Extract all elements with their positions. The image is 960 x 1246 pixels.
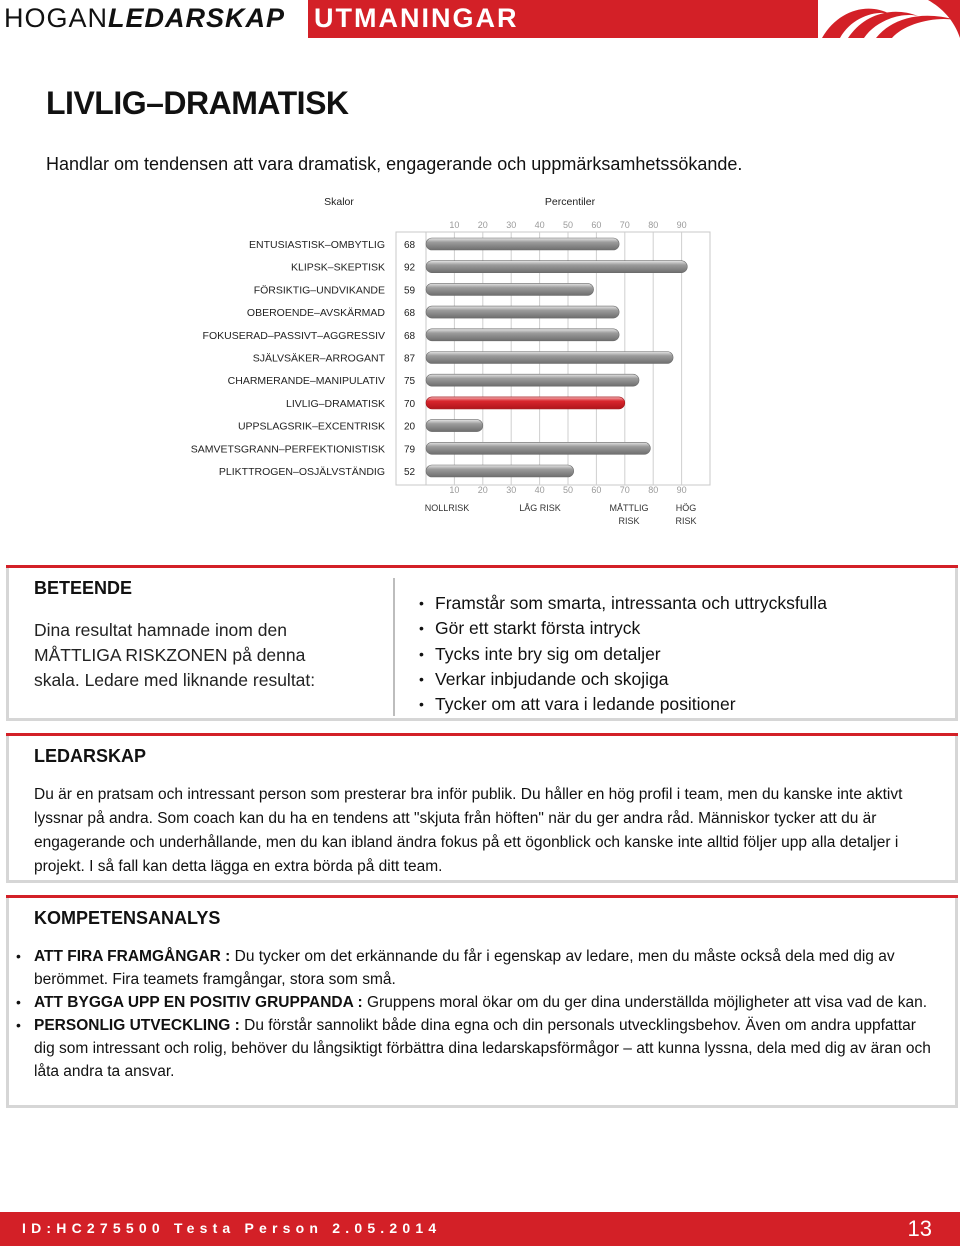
item-text: Du tycker om det erkännande du får i egenskap av ledare, men du måste också dela med dig av berömmet. Fira teamets framgångar, stora som små. xyxy=(34,948,895,988)
score-label: 68 xyxy=(404,330,416,342)
score-label: 20 xyxy=(404,421,416,433)
tick-label-top: 30 xyxy=(506,220,517,230)
item-label: ATT FIRA FRAMGÅNGAR : xyxy=(34,948,231,965)
bar xyxy=(426,238,619,250)
item-text: Gruppens moral ökar om du ger dina underställda möjligheter att visa vad de kan. xyxy=(362,994,928,1011)
list-item: • Framstår som smarta, intressanta och uttrycksfulla xyxy=(419,591,827,616)
bar xyxy=(426,374,639,386)
item-text: Du förstår sannolikt både dina egna och din personals utvecklingsbehov. Även om andra uppfattar dig som intressant och rolig, behöver du långsiktigt förbättra dina ledarskapsförmågor – att kunna lyssna, dela med dig av äran och låta andra ta ansvar. xyxy=(34,1017,931,1080)
scale-label: CHARMERANDE–MANIPULATIV xyxy=(227,375,385,388)
tick-label-bottom: 20 xyxy=(477,485,488,495)
scale-label: SJÄLVSÄKER–ARROGANT xyxy=(252,352,385,365)
zone-label: LÅG RISK xyxy=(519,503,561,513)
page-subtitle: Handlar om tendensen att vara dramatisk, engagerande och uppmärksamhetssökande. xyxy=(46,154,743,174)
scale-label: LIVLIG–DRAMATISK xyxy=(285,397,385,410)
tick-label-top: 90 xyxy=(676,220,687,230)
leadership-heading: LEDARSKAP xyxy=(34,746,147,766)
percentile-header: Percentiler xyxy=(544,196,596,208)
divider xyxy=(393,578,395,716)
scale-label: KLIPSK–SKEPTISK xyxy=(291,261,385,274)
scale-label: ENTUSIASTISK–OMBYTLIG xyxy=(249,239,385,251)
zone-label: NOLLRISK xyxy=(424,503,470,513)
item-label: PERSONLIG UTVECKLING : xyxy=(34,1017,240,1034)
score-label: 52 xyxy=(404,467,416,478)
list-item: • Tycks inte bry sig om detaljer xyxy=(419,642,827,667)
competence-panel xyxy=(6,895,958,1108)
zone-label: MÅTTLIG xyxy=(609,503,649,513)
leadership-text: Du är en pratsam och intressant person som presterar bra inför publik. Du håller en hög profil i team, men du kanske inte aktivt lyssnar på andra. Som coach kan du ha en tendens att "skjuta från höften" när du ger andra råd. Människor tycker att du är engagerande och underhållande, men du kan ibland ändra fokus på ett ögonblick och kanske inte alltid följer upp alla detaljer i projekt. I så fall kan detta lägga en extra börda på ditt team. xyxy=(34,786,903,875)
competence-heading: KOMPETENSANALYS xyxy=(34,908,221,928)
list-item xyxy=(34,1014,934,1083)
tick-label-top: 40 xyxy=(534,220,545,230)
score-label: 75 xyxy=(404,376,416,388)
report-header xyxy=(0,0,960,38)
report-footer xyxy=(0,1212,960,1246)
behavior-heading: BETEENDE xyxy=(34,578,133,598)
tick-label-bottom: 50 xyxy=(562,485,574,495)
brand-bold: LEDARSKAP xyxy=(108,3,286,33)
scale-label: SAMVETSGRANN–PERFEKTIONISTISK xyxy=(190,443,385,456)
zone-label: RISK xyxy=(618,516,640,526)
bar xyxy=(426,329,619,341)
list-item: • Gör ett starkt första intryck xyxy=(419,616,827,641)
bar xyxy=(426,306,619,318)
tick-label-top: 60 xyxy=(591,220,602,230)
bar xyxy=(426,283,594,295)
behavior-bullets xyxy=(419,591,827,717)
brand-logo-text xyxy=(4,3,285,33)
score-label: 70 xyxy=(404,398,416,410)
report-id: ID:HC275500 Testa Person 2.05.2014 xyxy=(22,1220,442,1236)
scale-label: PLIKTTROGEN–OSJÄLVSTÄNDIG xyxy=(218,466,385,478)
list-item xyxy=(34,991,934,1014)
tick-label-top: 70 xyxy=(619,220,630,230)
score-label: 92 xyxy=(404,262,416,274)
scale-label: UPPSLAGSRIK–EXCENTRISK xyxy=(237,420,385,433)
bar xyxy=(426,465,574,477)
item-label: ATT BYGGA UPP EN POSITIV GRUPPANDA : xyxy=(34,994,363,1011)
list-item: • Verkar inbjudande och skojiga xyxy=(419,667,827,692)
scale-label: OBEROENDE–AVSKÄRMAD xyxy=(246,307,385,320)
brand-regular: HOGAN xyxy=(4,3,109,33)
bar-highlight xyxy=(426,397,625,409)
page-number: 13 xyxy=(907,1216,932,1241)
bar xyxy=(426,420,483,432)
score-label: 68 xyxy=(404,240,416,251)
tick-label-bottom: 80 xyxy=(648,485,659,495)
tick-label-bottom: 60 xyxy=(591,485,602,495)
tick-label-bottom: 90 xyxy=(676,485,687,495)
scales-header: Skalor xyxy=(324,196,354,208)
bar xyxy=(426,442,650,454)
tick-label-top: 50 xyxy=(562,220,574,230)
bar xyxy=(426,352,673,364)
bar xyxy=(426,261,687,273)
scale-label: FÖRSIKTIG–UNDVIKANDE xyxy=(253,284,385,297)
tick-label-bottom: 10 xyxy=(449,485,460,495)
percentile-chart xyxy=(0,190,960,540)
zone-label: HÖG xyxy=(675,503,697,513)
score-label: 68 xyxy=(404,308,416,320)
header-section-tag: UTMANINGAR xyxy=(314,3,519,33)
zone-label: RISK xyxy=(675,516,697,526)
tick-label-top: 10 xyxy=(449,220,460,230)
tick-label-bottom: 30 xyxy=(506,485,517,495)
list-item xyxy=(34,945,934,991)
swoosh-logo-icon xyxy=(818,0,960,38)
tick-label-top: 80 xyxy=(648,220,659,230)
competence-list xyxy=(34,945,934,1083)
tick-label-bottom: 70 xyxy=(619,485,630,495)
tick-label-bottom: 40 xyxy=(534,485,545,495)
behavior-text: Dina resultat hamnade inom den MÅTTLIGA RISKZONEN på denna skala. Ledare med liknande resultat: xyxy=(34,620,316,690)
leadership-panel xyxy=(6,733,958,883)
score-label: 59 xyxy=(404,285,416,297)
scale-label: FOKUSERAD–PASSIVT–AGGRESSIV xyxy=(202,329,385,342)
behavior-panel xyxy=(6,565,958,721)
tick-label-top: 20 xyxy=(477,220,488,230)
score-label: 79 xyxy=(404,444,416,456)
page-title: LIVLIG–DRAMATISK xyxy=(46,85,349,121)
list-item: • Tycker om att vara i ledande positioner xyxy=(419,692,827,717)
score-label: 87 xyxy=(404,353,416,365)
